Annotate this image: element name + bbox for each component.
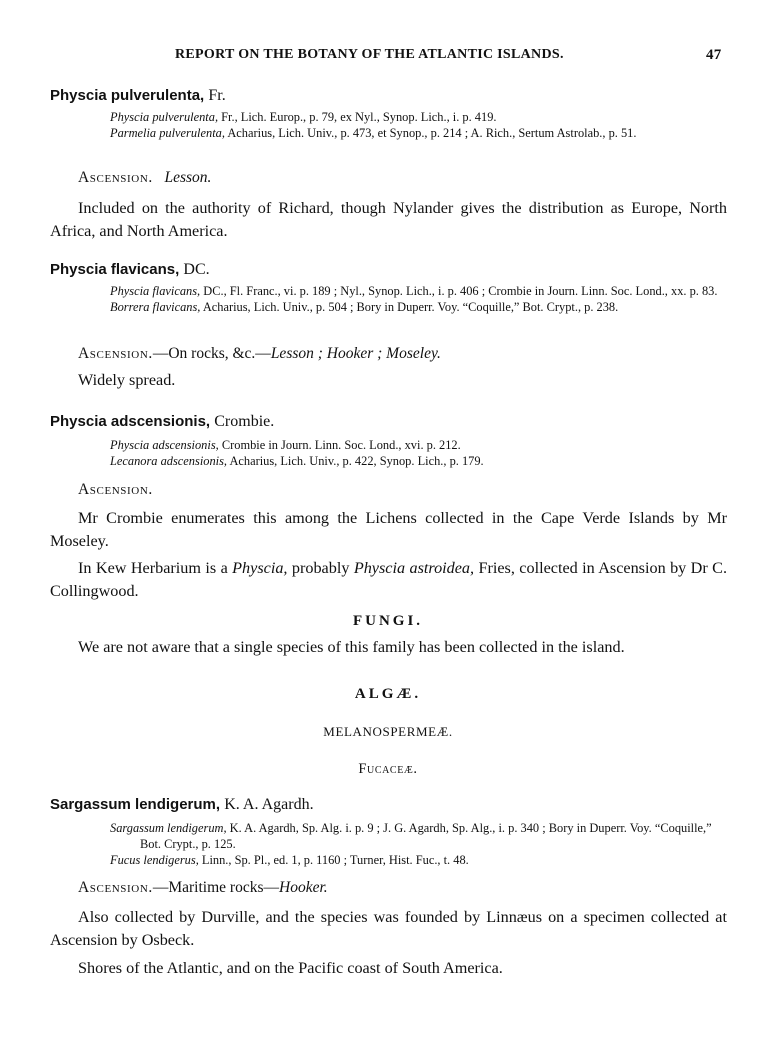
synonym-line [110, 437, 730, 453]
species-heading [50, 413, 274, 431]
synonym-ref: Acharius, Lich. Univ., p. 422, Synop. Lich., p. 179. [229, 454, 484, 468]
synonym-line [110, 453, 730, 469]
species-name: Sargassum lendigerum, [50, 796, 221, 813]
locality-collector: Lesson ; Hooker ; Moseley. [270, 345, 441, 362]
section-heading-algae: ALGÆ. [354, 686, 422, 702]
synonym-name: Borrera flavicans, [110, 300, 201, 314]
locality-label: Ascension. [78, 481, 153, 498]
synonym-name: Physcia flavicans, [110, 284, 201, 298]
synonym-ref: Fr., Lich. Europ., p. 79, ex Nyl., Synop. Lich., i. p. 419. [221, 110, 497, 124]
fungi-paragraph: We are not aware that a single species of this family has been collected in the island. [78, 638, 625, 656]
species-heading [50, 261, 210, 279]
synonym-name: Sargassum lendigerum, [110, 821, 227, 835]
synonymy [80, 283, 730, 315]
synonym-name: Lecanora adscensionis, [110, 454, 228, 468]
synonym-name: Physcia adscensionis, [110, 438, 219, 452]
synonym-line [110, 109, 730, 125]
species-author: Fr. [208, 87, 226, 104]
note-paragraph: Included on the authority of Richard, though Nylander gives the distribution as Europe, North Africa, and North America. [50, 199, 727, 240]
species-name: Physcia flavicans, [50, 261, 180, 278]
synonymy [80, 109, 730, 141]
synonym-ref: DC., Fl. Franc., vi. p. 189 ; Nyl., Synop. Lich., i. p. 406 ; Crombie in Journ. Linn. Soc. Lond., xx. p. 83. [203, 284, 718, 298]
synonym-name: Fucus lendigerus, [110, 853, 199, 867]
synonym-line [110, 283, 730, 299]
locality-label: Ascension. [78, 169, 153, 186]
locality-habitat: —Maritime rocks— [152, 879, 279, 896]
note-taxon: Physcia astroidea, [353, 559, 475, 577]
note-paragraph: Shores of the Atlantic, and on the Pacific coast of South America. [78, 959, 503, 977]
locality-collector: Lesson. [164, 169, 212, 186]
note-paragraph: Also collected by Durville, and the species was founded by Linnæus on a specimen collected at Ascension by Osbeck. [50, 908, 727, 949]
note-paragraph: Widely spread. [78, 371, 176, 389]
synonym-ref: K. A. Agardh, Sp. Alg. i. p. 9 ; J. G. Agardh, Sp. Alg., i. p. 340 ; Bory in Duperr. Voy. “Coquille,” Bot. Crypt., p. 125. [140, 821, 712, 851]
note-paragraph [50, 557, 727, 603]
locality-label: Ascension. [78, 345, 153, 362]
synonym-line [110, 125, 730, 141]
note-text: probably [287, 559, 354, 577]
synonym-line [110, 299, 730, 315]
note-paragraph: Mr Crombie enumerates this among the Lichens collected in the Cape Verde Islands by Mr Moseley. [50, 509, 727, 550]
note-taxon: Physcia, [232, 559, 288, 577]
synonym-ref: Crombie in Journ. Linn. Soc. Lond., xvi. p. 212. [221, 438, 461, 452]
species-name: Physcia pulverulenta, [50, 87, 205, 104]
note-text: Fries, collected in Ascension by Dr C. Collingwood. [50, 559, 727, 600]
species-author: Crombie. [214, 413, 275, 430]
locality [78, 345, 441, 363]
subsection-heading: MELANOSPERMEÆ. [323, 724, 453, 739]
synonym-name: Parmelia pulverulenta, [110, 126, 225, 140]
synonym-name: Physcia pulverulenta, [110, 110, 219, 124]
synonym-ref: Linn., Sp. Pl., ed. 1, p. 1160 ; Turner, Hist. Fuc., t. 48. [201, 853, 469, 867]
synonym-ref: Acharius, Lich. Univ., p. 473, et Synop., p. 214 ; A. Rich., Sertum Astrolab., p. 51. [227, 126, 637, 140]
family-heading: Fucaceæ. [358, 761, 418, 777]
locality [78, 879, 328, 897]
species-heading [50, 796, 314, 814]
locality-collector: Hooker. [279, 879, 328, 896]
species-author: DC. [183, 261, 210, 278]
synonym-line [110, 820, 730, 852]
synonymy [80, 820, 730, 868]
running-title: REPORT ON THE BOTANY OF THE ATLANTIC ISLANDS. [175, 47, 564, 62]
locality [78, 169, 211, 187]
locality-label: Ascension. [78, 879, 153, 896]
note-text: In Kew Herbarium is a [78, 559, 233, 577]
locality [78, 481, 153, 499]
locality-habitat: —On rocks, &c.— [152, 345, 271, 362]
species-author: K. A. Agardh. [224, 796, 314, 813]
species-name: Physcia adscensionis, [50, 413, 211, 430]
synonymy [80, 437, 730, 469]
synonym-ref: Acharius, Lich. Univ., p. 504 ; Bory in Duperr. Voy. “Coquille,” Bot. Crypt., p. 238. [202, 300, 619, 314]
species-heading [50, 87, 226, 105]
section-heading-fungi: FUNGI. [352, 613, 424, 629]
page-number: 47 [706, 47, 722, 63]
synonym-line [110, 852, 730, 868]
